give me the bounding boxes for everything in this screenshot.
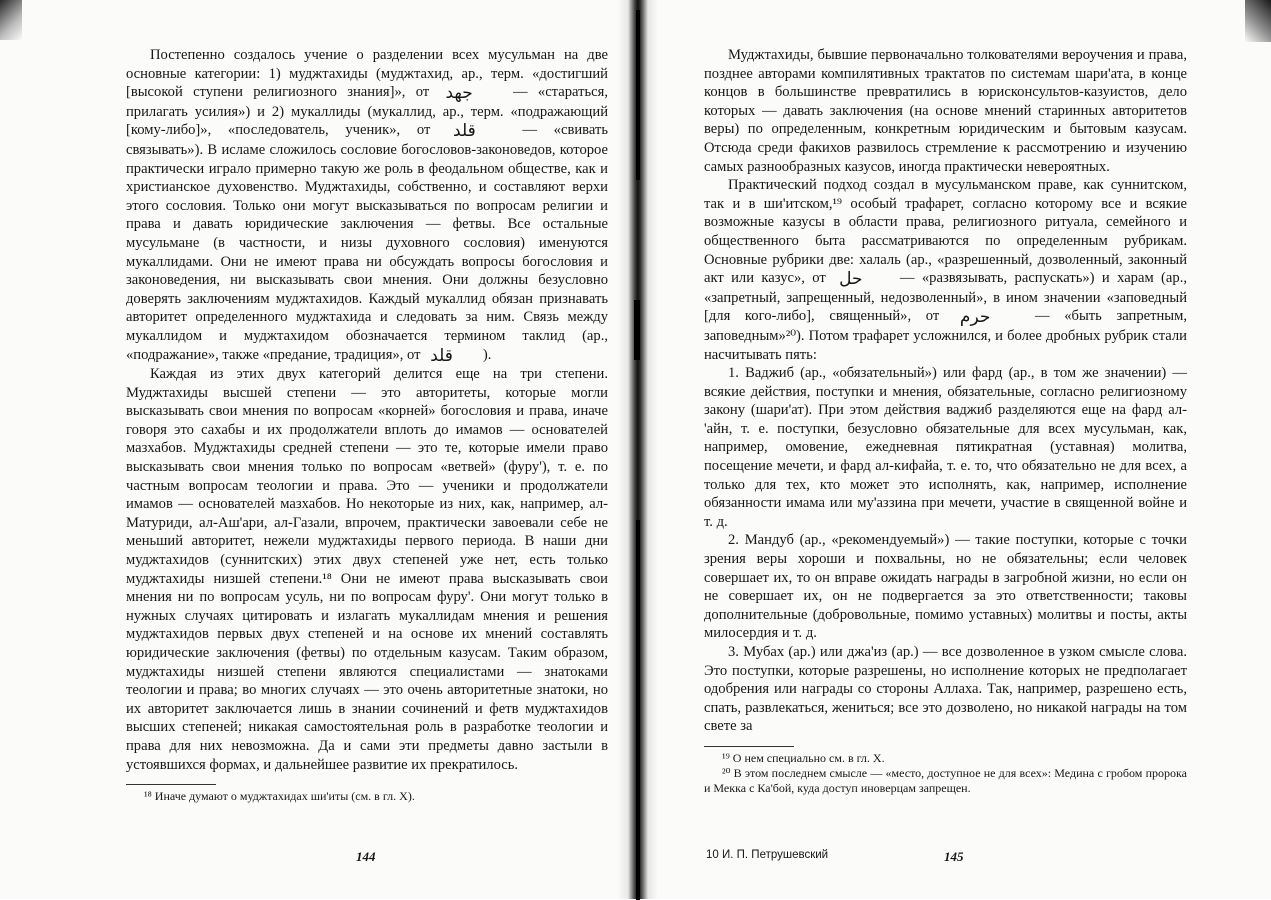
paragraph: Постепенно создалось учение о разделении всех мусульман на две основные категории: 1) муджтахиды (муджтахид, ар., терм. «достигший [высокой ступени религиозного знания]», от جهد — «стараться, прилагать усилия») и 2) мукаллиды (мукаллид, ар., терм. «подражающий [кому-либо]», «последователь, ученик», от قلد — «свивать связывать»). В исламе сложилось сословие богословов-законоведов, которое практически играло примерно такую же роль в феодальном обществе, как и христианское духовенство. Муджтахиды, собственно, и составляют верхи этого сословия. Только они могут высказываться по вопросам религии и права и давать юридические заключения — фетвы. Все остальные мусульмане (в частности, и низы духовного сословия) именуются мукаллидами. Они не имеют права ни обсуждать вопросы богословия и законоведения, ни высказывать свои мнения. Они должны безусловно доверять заключениям муджтахидов. Каждый мукаллид обязан признавать авторитет определенного муджтахида и следовать за ним. Связь между мукаллидом и муджтахидом обозначается термином таклид (ар., «подражание», также «предание, традиция», от قلد ). <box>126 47 608 366</box>
left-page <box>126 46 608 804</box>
footnote-rule <box>704 746 794 747</box>
paragraph: Муджтахиды, бывшие первоначально толкователями вероучения и права, позднее авторами компилятивных трактатов по системам шари'ата, в конце концов в большинстве превратились в юрисконсультов-казуистов, дело которых — давать заключения (на основе мнений старинных авторитетов веры) по определенным, конкретным юридическим и бытовым казусам. Отсюда среди факихов развилось стремление к рассмотрению и изучению самых разнообразных казусов, иногда практически невероятных. <box>704 47 1187 175</box>
paragraph: Практический подход создал в мусульманском праве, как суннитском, так и в ши'итском,¹⁹ особый трафарет, согласно которому все и всякие возможные казусы в области права, религиозного ритуала, семейного и общественного быта рассматриваются по определенным рубрикам. Основные рубрики две: халаль (ар., «разрешенный, дозволенный, законный акт или казус», от حل — «развязывать, распускать») и харам (ар., «запретный, запрещенный, недозволенный», в ином значении «заповедный [для кого-либо], священный», от حرم — «быть запретным, заповедным»²⁰). Потом трафарет усложнился, и более дробных рубрик стали насчитывать пять: <box>704 177 1187 363</box>
arabic-word: قلد <box>453 121 476 142</box>
arabic-word: حل <box>839 269 863 290</box>
paragraph: Каждая из этих двух категорий делится еще на три степени. Муджтахиды высшей степени — это авторитеты, которые могли высказывать свои мнения по вопросам «корней» богословия и права, иначе говоря это сахабы и их продолжатели вплоть до имамов — основателей мазхабов. Муджтахиды средней степени — это те, которые имели право высказывать свои мнения только по вопросам «ветвей» (фуру'), т. е. по частным вопросам теологии и права. Это — ученики и продолжатели имамов — основателей мазхабов. Но некоторые из них, как, например, ал-Матуриди, ал-Аш'ари, ал-Газали, впрочем, практически завоевали себе не меньший авторитет, нежели муджтахиды первого периода. В наши дни муджтахидов (суннитских) этих двух степеней уже нет, есть только муджтахиды низшей степени.¹⁸ Они не имеют права высказывать свои мнения ни по вопросам усуль, ни по вопросам фуру'. Они могут только в нужных случаях цитировать и излагать мукаллидам мнения и решения муджтахидов первых двух степеней и на основе их мнений составлять юридические заключения (фетвы) по отдельным казусам. Таким образом, муджтахиды низшей степени являются специалистами — знатоками теологии и права; во многих случаях — это очень авторитетные знатоки, но их авторитет заключается лишь в знании сочинений и фетв муджтахидов высших степеней; никакая самостоятельная роль в разработке теологии и права для них невозможна. Да и сами эти предметы давно застыли в устоявшихся формах, и дальнейшее развитие их прекратилось. <box>126 366 608 773</box>
scan-corner-shadow <box>1245 0 1271 42</box>
arabic-word: قلد <box>430 345 453 366</box>
arabic-word: جهد <box>445 83 473 104</box>
paragraph: 3. Мубах (ар.) или джа'из (ар.) — все дозволенное в узком смысле слова. Это поступки, которые разрешены, но исполнение которых не предполагает одобрения или награды со стороны Аллаха. Так, например, разрешено есть, спать, развлекаться, жениться; все это дозволено, но никакой награды на том свете за <box>704 644 1187 735</box>
footnote: ²⁰ В этом последнем смысле — «место, доступное не для всех»: Медина с гробом пророка и Мекка с Ка'бой, куда доступ иноверцам запрещен. <box>704 765 1187 795</box>
footnote: ¹⁸ Иначе думают о муджтахидах ши'иты (см. в гл. X). <box>144 789 415 804</box>
page-number: 145 <box>944 849 964 864</box>
scan-corner-shadow <box>0 0 22 40</box>
page-number: 144 <box>356 849 376 864</box>
book-gutter <box>618 0 658 899</box>
footnote-rule <box>126 784 216 785</box>
right-page <box>704 46 1187 795</box>
footnote: ¹⁹ О нем специально см. в гл. X. <box>722 750 885 765</box>
paragraph: 2. Мандуб (ар., «рекомендуемый») — такие поступки, которые с точки зрения веры хороши и похвальны, но не обязательны; если человек совершает их, то он вправе ожидать награды в загробной жизни, но если он не совершает их, он не подвергается за это ответственности; таковы дополнительные (добровольные, помимо уставных) молитвы и посты, акты милосердия и т. д. <box>704 532 1187 642</box>
arabic-word: حرم <box>959 307 991 328</box>
paragraph: 1. Ваджиб (ар., «обязательный») или фард (ар., в том же значении) — всякие действия, поступки и мнения, обязательные, согласно религиозному закону (шари'ат). При этом действия ваджиб разделяются еще на фард ал-'айн, т. е. поступки, безусловно обязательные для всех мусульман, как, например, омовение, ежедневная пятикратная (уставная) молитва, посещение мечети, и фард ал-кифайа, т. е. то, что обязательно не для всех, а только для тех, кто может это исполнять, как, например, исполнение обязанности имама или му'аззина при мечети, участие в священной войне и т. д. <box>704 365 1187 530</box>
printer-signature: 10 И. П. Петрушевский <box>706 849 829 861</box>
